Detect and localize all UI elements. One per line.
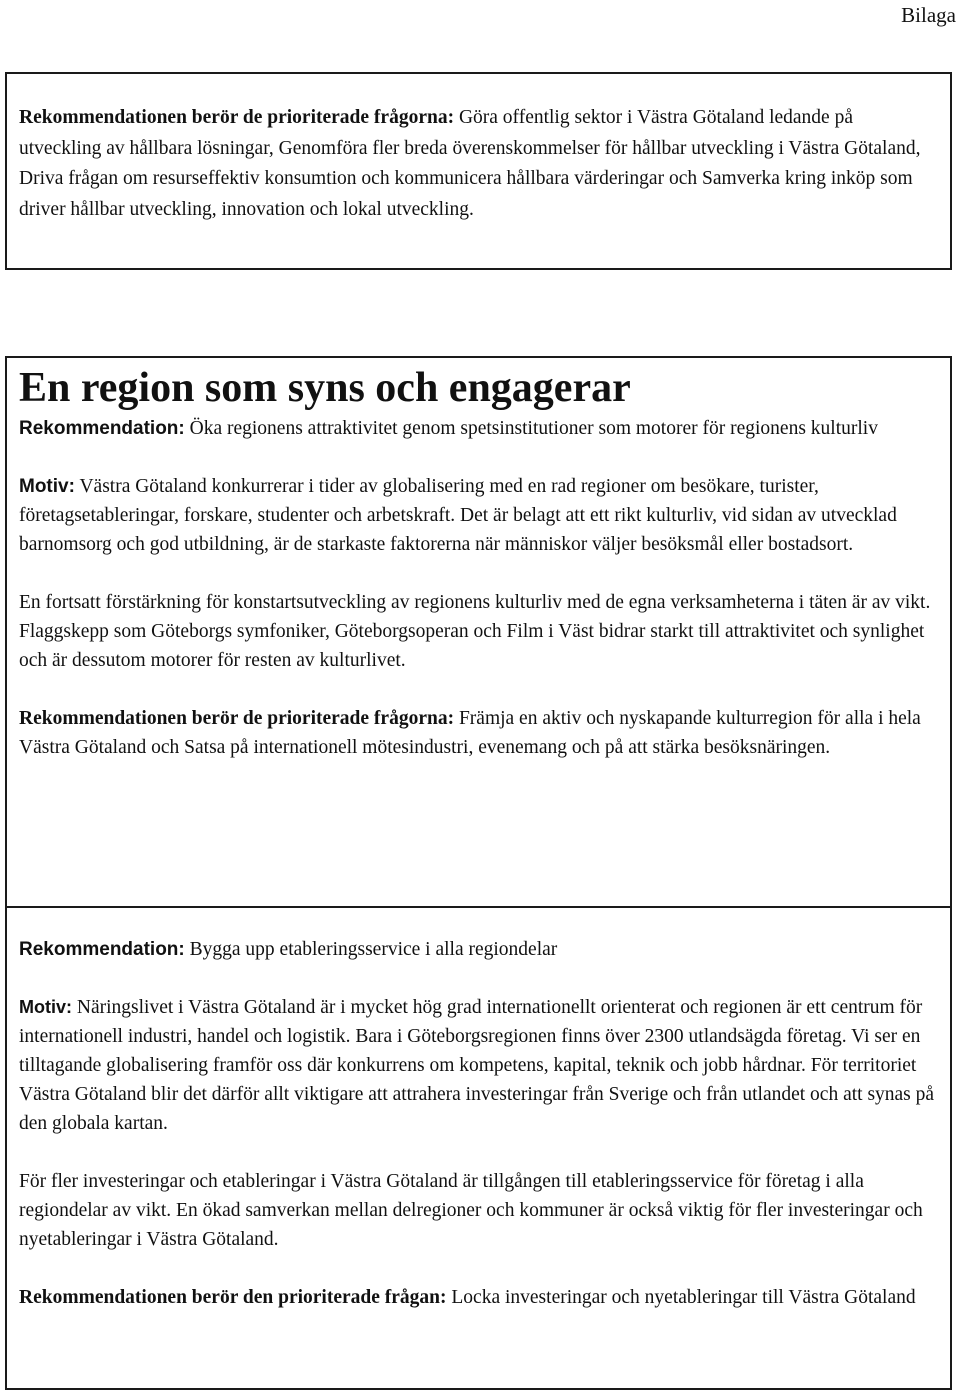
priority-text: Främja en aktiv och nyskapande kulturregion för alla i hela Västra Götaland och Satsa på internationell mötesindustri, evenemang och på att stärka besöksnäringen. <box>19 708 921 758</box>
page-header-bilaga: Bilaga <box>901 3 956 27</box>
priority-label: Rekommendationen berör de prioriterade frågorna: <box>19 107 455 128</box>
section-title: En region som syns och engagerar <box>19 365 631 411</box>
priority-label: Rekommendationen berör den prioriterade frågan: <box>19 1287 447 1308</box>
recommendation-paragraph <box>19 935 938 964</box>
recommendation-box-sustainability <box>5 72 952 270</box>
motiv-paragraph <box>19 993 938 1138</box>
section-box-culture <box>5 356 952 906</box>
priority-text: Göra offentlig sektor i Västra Götaland ledande på utveckling av hållbara lösningar, Genomföra fler breda överenskommelser för hållbar utveckling i Västra Götaland, Driva frågan om resurseffektiv konsumtion och kommunicera hållbara värderingar och Samverka kring inköp som driver hållbar utveckling, innovation och lokal utveckling. <box>19 107 921 220</box>
priority-paragraph <box>19 103 938 225</box>
recommendation-label: Rekommendation: <box>19 939 185 960</box>
priority-paragraph <box>19 1283 938 1312</box>
body-paragraph: För fler investeringar och etableringar i Västra Götaland är tillgången till etableringsservice för företag i alla regiondelar av vikt. En ökad samverkan mellan delregioner och kommuner är också viktig för fler investeringar och nyetableringar i Västra Götaland. <box>19 1171 923 1250</box>
motiv-label: Motiv: <box>19 476 75 497</box>
priority-label: Rekommendationen berör de prioriterade frågorna: <box>19 708 455 729</box>
recommendation-paragraph <box>19 414 938 443</box>
priority-paragraph <box>19 704 938 762</box>
section-box-establishment <box>5 906 952 1390</box>
motiv-text: Västra Götaland konkurrerar i tider av globalisering med en rad regioner om besökare, turister, företagsetableringar, forskare, studenter och arbetskraft. Det är belagt att ett rikt kulturliv, vid sidan av utvecklad barnomsorg och god utbildning, är de starkaste faktorerna när människor väljer besöksmål eller bostadsort. <box>19 476 897 555</box>
recommendation-label: Rekommendation: <box>19 418 185 439</box>
recommendation-text: Bygga upp etableringsservice i alla regiondelar <box>184 939 558 960</box>
motiv-text: Näringslivet i Västra Götaland är i mycket hög grad internationellt orienterat och regionen är ett centrum för internationell industri, handel och logistik. Bara i Göteborgsregionen finns över 2300 utlandsägda företag. Vi ser en tilltagande globalisering framför oss där konkurrens om kompetens, kapital, teknik och jobb hårdnar. För territoriet Västra Götaland blir det därför allt viktigare att attrahera investeringar från Sverige och från utlandet och att synas på den globala kartan. <box>19 997 935 1134</box>
body-paragraph: En fortsatt förstärkning för konstartsutveckling av regionens kulturliv med de egna verksamheterna i täten är av vikt. Flaggskepp som Göteborgs symfoniker, Göteborgsoperan och Film i Väst bidrar starkt till attraktivitet och synlighet och är dessutom motorer för resten av kulturlivet. <box>19 592 931 671</box>
motiv-label: Motiv: <box>19 997 72 1017</box>
priority-text: Locka investeringar och nyetableringar till Västra Götaland <box>446 1287 916 1308</box>
motiv-paragraph <box>19 472 938 559</box>
recommendation-text: Öka regionens attraktivitet genom spetsinstitutioner som motorer för regionens kulturliv <box>184 418 878 439</box>
